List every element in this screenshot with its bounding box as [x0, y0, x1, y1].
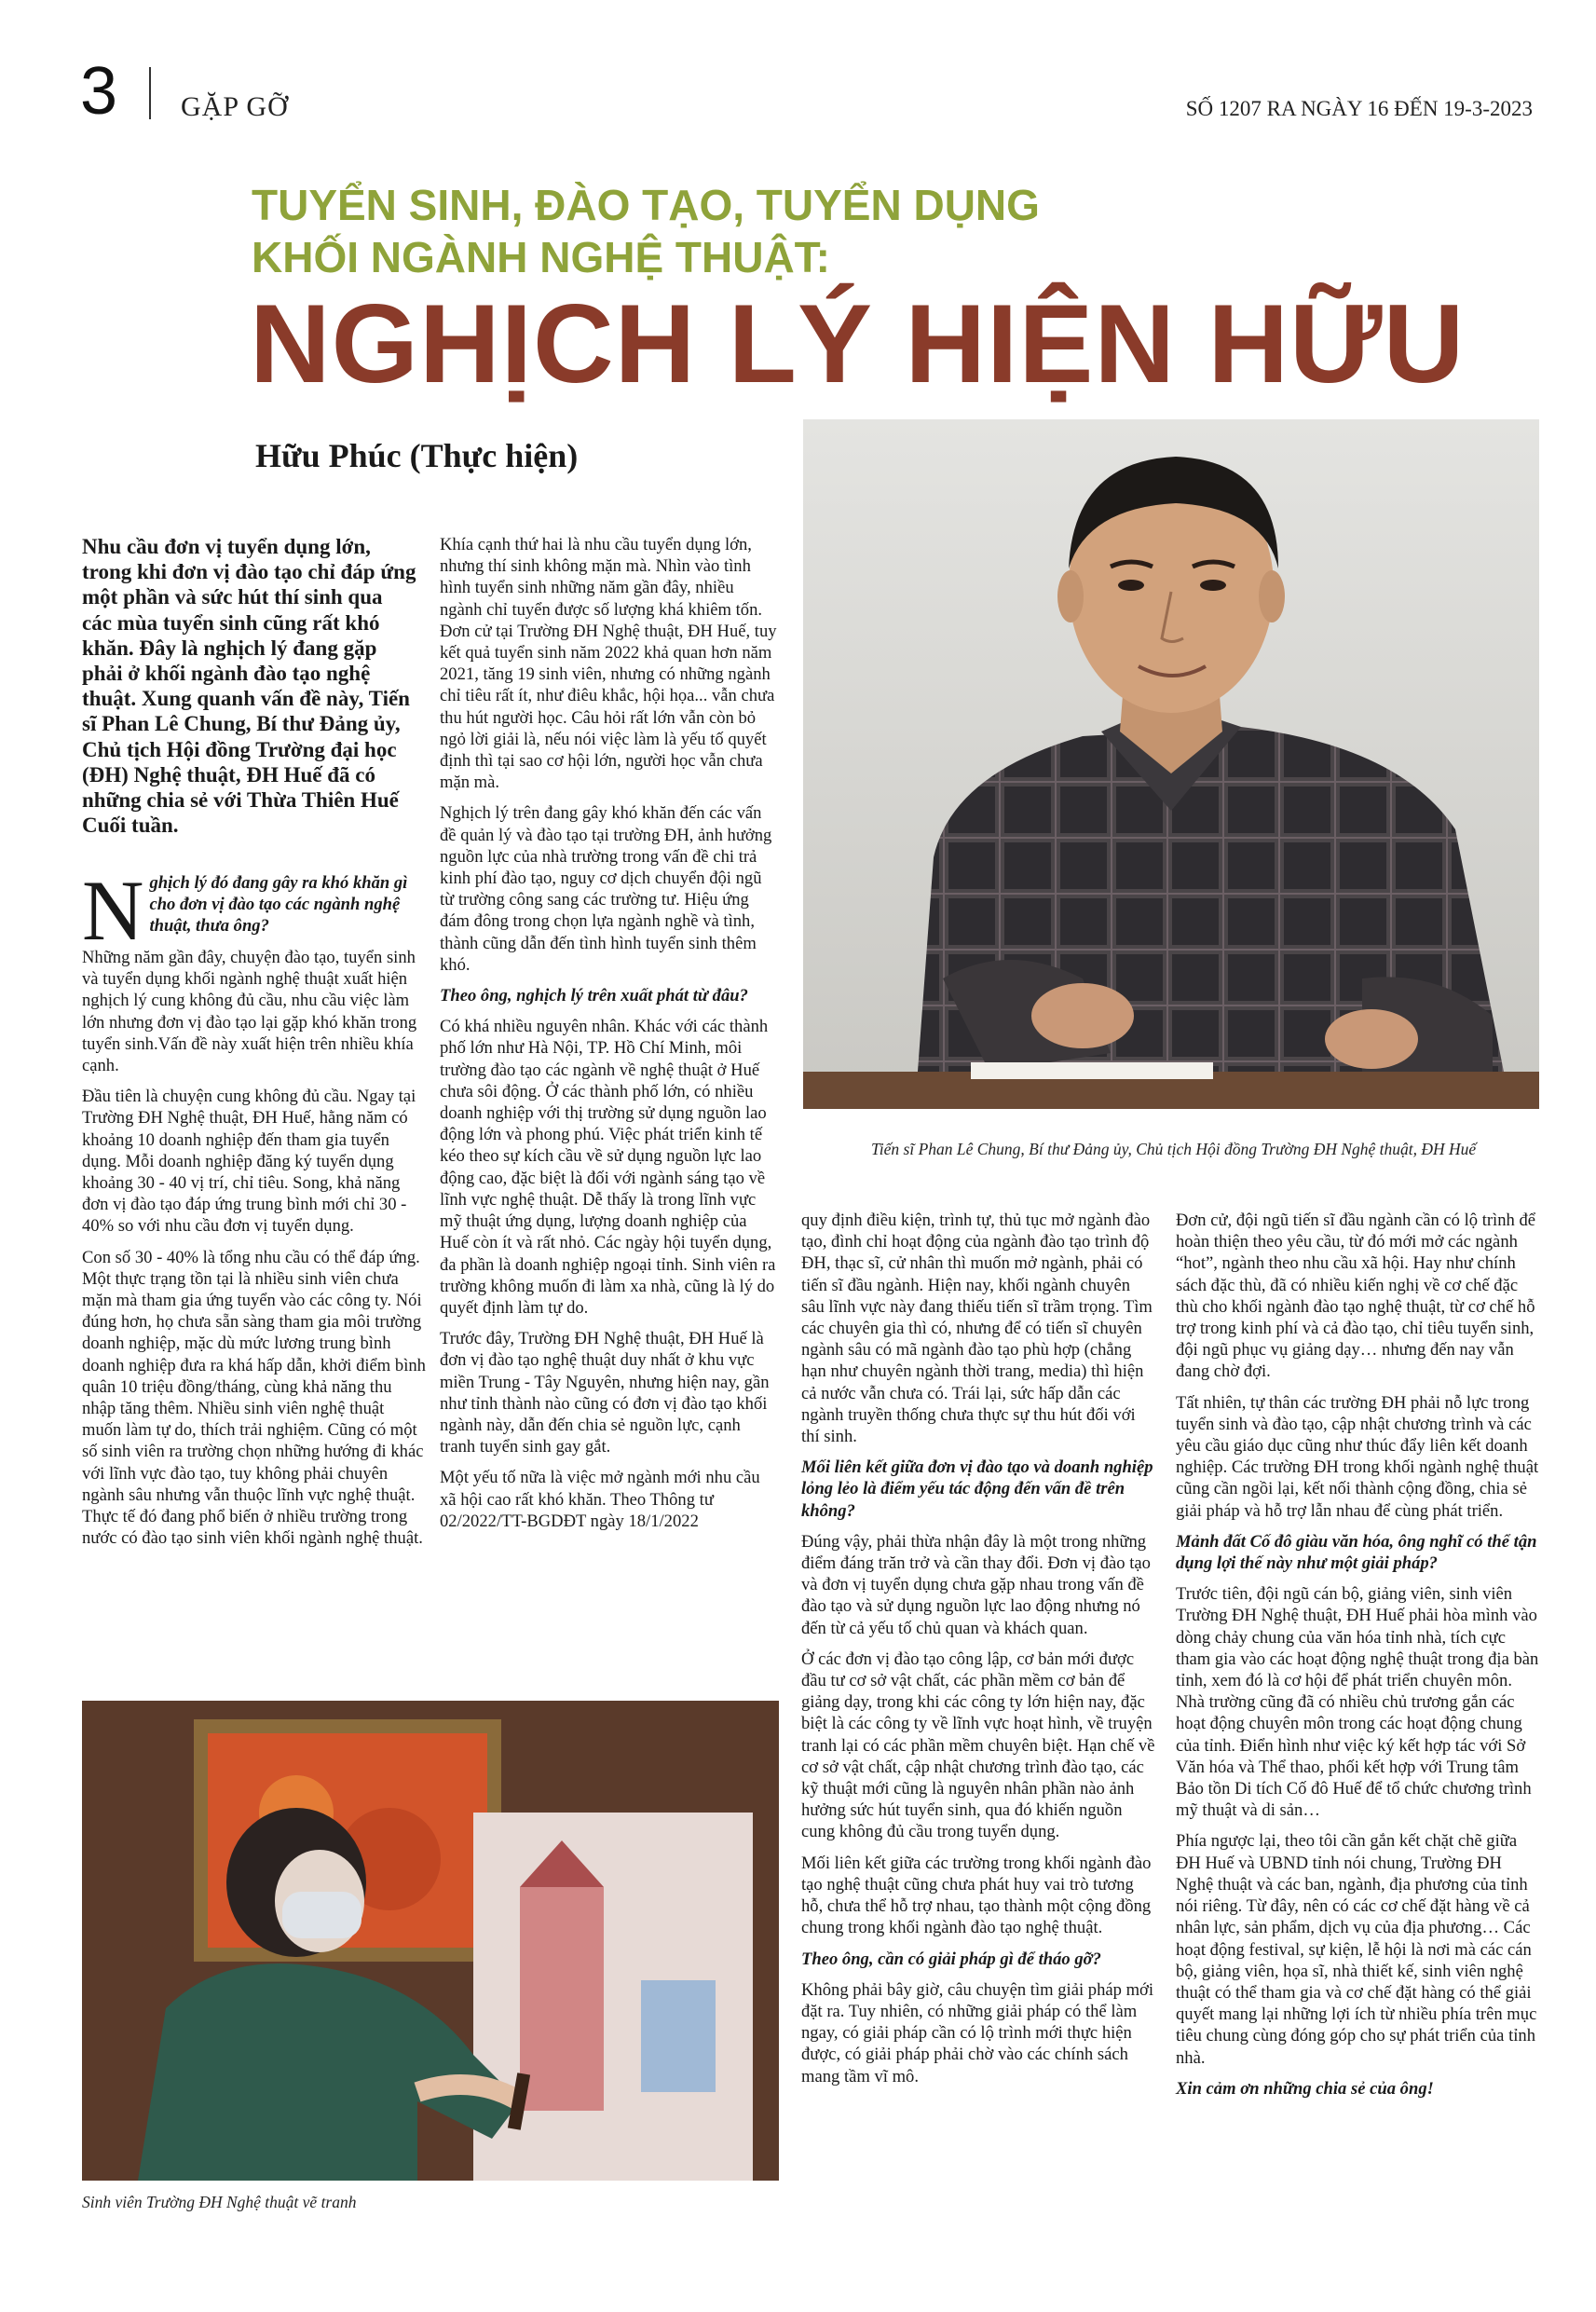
question-1: [82, 863, 427, 958]
interview-question: Theo ông, nghịch lý trên xuất phát từ đâu?: [440, 986, 748, 1006]
header-divider: [149, 67, 151, 119]
paragraph: Có khá nhiều nguyên nhân. Khác với các thành phố lớn như Hà Nội, TP. Hồ Chí Minh, môi trường đào tạo các ngành về nghệ thuật ở Huế chưa sôi động. Ở các thành phố lớn, có nhiều doanh nghiệp với thị trường sử dụng nguồn lao động lớn và phong phú. Việc phát triển kinh tế kéo theo sự kích cầu về sử dụng nguồn lực lao động cao, đặc biệt là đối với ngành sáng tạo về lĩnh vực nghệ thuật. Dễ thấy là trong lĩnh vực mỹ thuật ứng dụng, lượng doanh nghiệp của Huế còn ít và rất nhỏ. Các ngày hội tuyển dụng, đa phần là doanh nghiệp ngoại tỉnh. Sinh viên ra trường không muốn đi làm xa nhà, cũng là lý do quyết định làm tự do.: [440, 1017, 776, 1318]
kicker-line-1: TUYỂN SINH, ĐÀO TẠO, TUYỂN DỤNG: [252, 181, 1040, 229]
paragraph: Nghịch lý trên đang gây khó khăn đến các vấn đề quản lý và đào tạo tại trường ĐH, ảnh hưởng nguồn lực của nhà trường trong vấn đề chi trả kinh phí đào tạo, nguy cơ dịch chuyển đội ngũ từ trường công sang các trường tư. Hiệu ứng đám đông trong chọn lựa ngành nghề và tình, thành cũng dẫn đến tình hình tuyển sinh thêm khó.: [440, 803, 772, 975]
student-caption: Sinh viên Trường ĐH Nghệ thuật vẽ tranh: [82, 2193, 357, 2211]
interview-question: Mảnh đất Cố đô giàu văn hóa, ông nghĩ có thể tận dụng lợi thế này như một giải pháp?: [1176, 1531, 1537, 1574]
article-lead: Nhu cầu đơn vị tuyển dụng lớn, trong khi đơn vị đào tạo chỉ đáp ứng một phần và sức hút thí sinh qua các mùa tuyển sinh cũng rất khó khăn. Đây là nghịch lý đang gặp phải ở khối ngành đào tạo nghệ thuật. Xung quanh vấn đề này, Tiến sĩ Phan Lê Chung, Bí thư Đảng ủy, Chủ tịch Hội đồng Trường đại học (ĐH) Nghệ thuật, ĐH Huế đã có những chia sẻ với Thừa Thiên Huế Cuối tuần.: [82, 535, 416, 838]
student-photo: [82, 1701, 779, 2181]
section-name: GẶP GỠ: [181, 91, 289, 122]
drop-cap: N: [82, 863, 144, 958]
text-column-3: [801, 1210, 1155, 2097]
text-column-1: [82, 863, 427, 1558]
closing-line: Xin cảm ơn những chia sẻ của ông!: [1176, 2078, 1434, 2099]
portrait-photo: [803, 419, 1539, 1109]
paragraph: quy định điều kiện, trình tự, thủ tục mở ngành đào tạo, đình chỉ hoạt động của ngành đào tạo trình độ ĐH, thạc sĩ, cử nhân thì muốn mở ngành, phải có tiến sĩ đầu ngành. Hiện nay, khối ngành chuyên sâu lĩnh vực này đang thiếu tiến sĩ trầm trọng. Tìm các chuyên gia thì có, nhưng để có tiến sĩ chuyên ngành sâu có mã ngành đào tạo phù hợp (chẳng hạn như chuyên ngành thời trang, media) thì hiện cả nước vẫn chưa có. Trái lại, sức hấp dẫn các ngành truyền thống chưa thực sự thu hút đối với thí sinh.: [801, 1211, 1153, 1447]
paragraph: Tất nhiên, tự thân các trường ĐH phải nỗ lực trong tuyển sinh và đào tạo, cập nhật chương trình và các yêu cầu giáo dục cũng như thúc đẩy liên kết doanh nghiệp. Các trường ĐH trong khối ngành nghệ thuật cũng cần ngồi lại, kết nối thành cộng đồng, chia sẻ giải pháp và hỗ trợ lẫn nhau để cùng phát triển.: [1176, 1392, 1539, 1521]
interview-question: Theo ông, cần có giải pháp gì để tháo gỡ?: [801, 1949, 1101, 1969]
issue-info: SỐ 1207 RA NGÀY 16 ĐẾN 19-3-2023: [1185, 97, 1533, 120]
paragraph: Ở các đơn vị đào tạo công lập, cơ bản mới được đầu tư cơ sở vật chất, các phần mềm cơ bản để giảng dạy, trong khi các công ty lớn hiện nay, đặc biệt là các công ty về lĩnh vực hoạt hình, về truyện tranh lại có các phần mềm chuyên biệt. Hạn chế về cơ sở vật chất, cập nhật chương trình đào tạo, các kỹ thuật mới cũng là nguyên nhân phần nào ảnh hưởng sức hút tuyển sinh, qua đó khiến nguồn cung không đủ cầu trong tuyển dụng.: [801, 1648, 1155, 1842]
paragraph: Mối liên kết giữa các trường trong khối ngành đào tạo nghệ thuật cũng chưa phát huy vai trò tương hỗ, chưa thể hỗ trợ nhau, tạo thành một cộng đồng chung trong khối ngành đào tạo nghệ thuật.: [801, 1853, 1152, 1938]
portrait-caption: Tiến sĩ Phan Lê Chung, Bí thư Đảng ủy, Chủ tịch Hội đồng Trường ĐH Nghệ thuật, ĐH Huế: [871, 1140, 1477, 1158]
paragraph: Đúng vậy, phải thừa nhận đây là một trong những điểm đáng trăn trở và cần thay đổi. Đơn vị đào tạo và đơn vị tuyển dụng chưa gặp nhau trong vấn đề đào tạo và sử dụng nguồn lực lao động nhưng nó đến từ cả yếu tố chủ quan và khách quan.: [801, 1531, 1151, 1638]
kicker-line-2: KHỐI NGÀNH NGHỆ THUẬT:: [252, 233, 830, 281]
paragraph: Trước tiên, đội ngũ cán bộ, giảng viên, sinh viên Trường ĐH Nghệ thuật, ĐH Huế phải hòa mình vào dòng chảy chung của văn hóa tỉnh nhà, tích cực tham gia vào các hoạt động nghệ thuật trong địa bàn tỉnh, xem đó là cơ hội để phát triển chuyên môn. Nhà trường cũng đã có nhiều chủ trương gắn các hoạt động chuyên môn trong các hoạt động chung của tỉnh. Điển hình như việc ký kết hợp tác với Sở Văn hóa và Thể thao, phối kết hợp với Trung tâm Bảo tồn Di tích Cố đô Huế để tổ chức chương trình mỹ thuật và di sản…: [1176, 1584, 1539, 1821]
paragraph: Phía ngược lại, theo tôi cần gắn kết chặt chẽ giữa ĐH Huế và UBND tỉnh nói chung, Trường ĐH Nghệ thuật và các ban, ngành, địa phương của tỉnh nói riêng. Từ đây, nên có các cơ chế đặt hàng về cả nhân lực, sản phẩm, dịch vụ của địa phương… Các hoạt động festival, sự kiện, lễ hội là nơi mà các cán bộ, giảng viên, họa sĩ, nhà thiết kế, sinh viên nghệ thuật có thể tham gia và cơ chế đặt hàng có thể giải quyết mang lại những lợi ích từ nhiều phía trên mục tiêu chung cùng đóng góp cho sự phát triển của tỉnh nhà.: [1176, 1831, 1537, 2068]
text-column-4: [1176, 1210, 1539, 2109]
paragraph: Một yếu tố nữa là việc mở ngành mới nhu cầu xã hội cao rất khó khăn. Theo Thông tư 02/2022/TT-BGDĐT ngày 18/1/2022: [440, 1468, 760, 1531]
article-byline: Hữu Phúc (Thực hiện): [255, 437, 579, 474]
paragraph: Đầu tiên là chuyện cung không đủ cầu. Ngay tại Trường ĐH Nghệ thuật, ĐH Huế, hằng năm có khoảng 10 doanh nghiệp đến tham gia tuyển dụng. Mỗi doanh nghiệp đăng ký tuyển dụng khoảng 30 - 40 vị trí, chỉ tiêu. Song, khả năng đơn vị đào tạo đáp ứng trung bình mới chỉ 30 - 40% so với nhu cầu đơn vị tuyển dụng.: [82, 1087, 416, 1237]
paragraph: Trước đây, Trường ĐH Nghệ thuật, ĐH Huế là đơn vị đào tạo nghệ thuật duy nhất ở khu vực miền Trung - Tây Nguyên, nhưng hiện nay, gần như tỉnh thành nào cũng có đơn vị đào tạo khối ngành này, dẫn đến chia sẻ nguồn lực, cạnh tranh tuyển sinh gay gắt.: [440, 1329, 770, 1457]
interview-question: Mối liên kết giữa đơn vị đào tạo và doanh nghiệp lỏng lẻo là điểm yếu tác động đến vấn đề trên không?: [801, 1457, 1153, 1521]
paragraph: Khía cạnh thứ hai là nhu cầu tuyển dụng lớn, nhưng thí sinh không mặn mà. Nhìn vào tình hình tuyển sinh những năm gần đây, nhiều ngành chỉ tuyển được số lượng khá khiêm tốn. Đơn cử tại Trường ĐH Nghệ thuật, ĐH Huế, tuy kết quả tuyển sinh năm 2022 khả quan hơn năm 2021, tăng 19 sinh viên, nhưng có những ngành chỉ tiêu rất ít, như điêu khắc, hội họa... vẫn chưa thu hút người học. Câu hỏi rất lớn vẫn còn bỏ ngỏ lời giải là, nếu nói việc làm là yếu tố quyết định thì tại sao cơ hội lớn, người học vẫn chưa mặn mà.: [440, 535, 777, 793]
portrait-illustration: [803, 419, 1539, 1109]
student-illustration: [82, 1701, 779, 2181]
text-column-2: [440, 534, 777, 1541]
article-kicker: [252, 179, 1040, 283]
paragraph: Con số 30 - 40% là tổng nhu cầu có thể đáp ứng. Một thực trạng tồn tại là nhiều sinh viên chưa mặn mà tham gia ứng tuyển vào các công ty. Nói đúng hơn, họ chưa sẵn sàng tham gia môi trường doanh nghiệp, mặc dù mức lương trung bình doanh nghiệp đưa ra khá hấp dẫn, khởi điểm bình quân 10 triệu đồng/tháng, cùng khả năng thu nhập tăng thêm. Nhiều sinh viên nghệ thuật muốn làm tự do, thích trải nghiệm. Cũng có một số sinh viên ra trường chọn những hướng đi khác với lĩnh vực đào tạo, tuy không phải chuyên ngành sâu nhưng vẫn thuộc lĩnh vực nghệ thuật. Thực tế đó đang phổ biến ở nhiều trường trong nước có đào tạo sinh viên khối ngành nghệ thuật.: [82, 1247, 426, 1549]
question-1-text: ghịch lý đó đang gây ra khó khăn gì cho đơn vị đào tạo các ngành nghệ thuật, thưa ông?: [149, 873, 408, 937]
paragraph: Không phải bây giờ, câu chuyện tìm giải pháp mới đặt ra. Tuy nhiên, có những giải pháp có thể làm ngay, có giải pháp cần có lộ trình mới thực hiện được, có giải pháp phải chờ vào các chính sách mang tầm vĩ mô.: [801, 1979, 1154, 2086]
paragraph: Đơn cử, đội ngũ tiến sĩ đầu ngành cần có lộ trình để hoàn thiện theo yêu cầu, từ đó mới mở các ngành “hot”, ngành theo nhu cầu xã hội. Hay như chính sách đặc thù, đã có nhiều kiến nghị về cơ chế đặc thù cho khối ngành đào tạo nghệ thuật, từ cơ chế hỗ trợ trong kinh phí và cả đào tạo, chỉ tiêu tuyển sinh, đội ngũ phục vụ giảng dạy… nhưng đến nay vẫn đang chờ đợi.: [1176, 1211, 1536, 1382]
paragraph: Những năm gần đây, chuyện đào tạo, tuyển sinh và tuyển dụng khối ngành nghệ thuật xuất hiện nghịch lý cung không đủ cầu, nhu cầu việc làm lớn nhưng đơn vị đào tạo lại gặp khó khăn trong tuyển sinh.Vấn đề này xuất hiện trên nhiều khía cạnh.: [82, 948, 417, 1076]
page-number: 3: [80, 54, 118, 129]
article-headline: NGHỊCH LÝ HIỆN HỮU: [250, 281, 1466, 406]
